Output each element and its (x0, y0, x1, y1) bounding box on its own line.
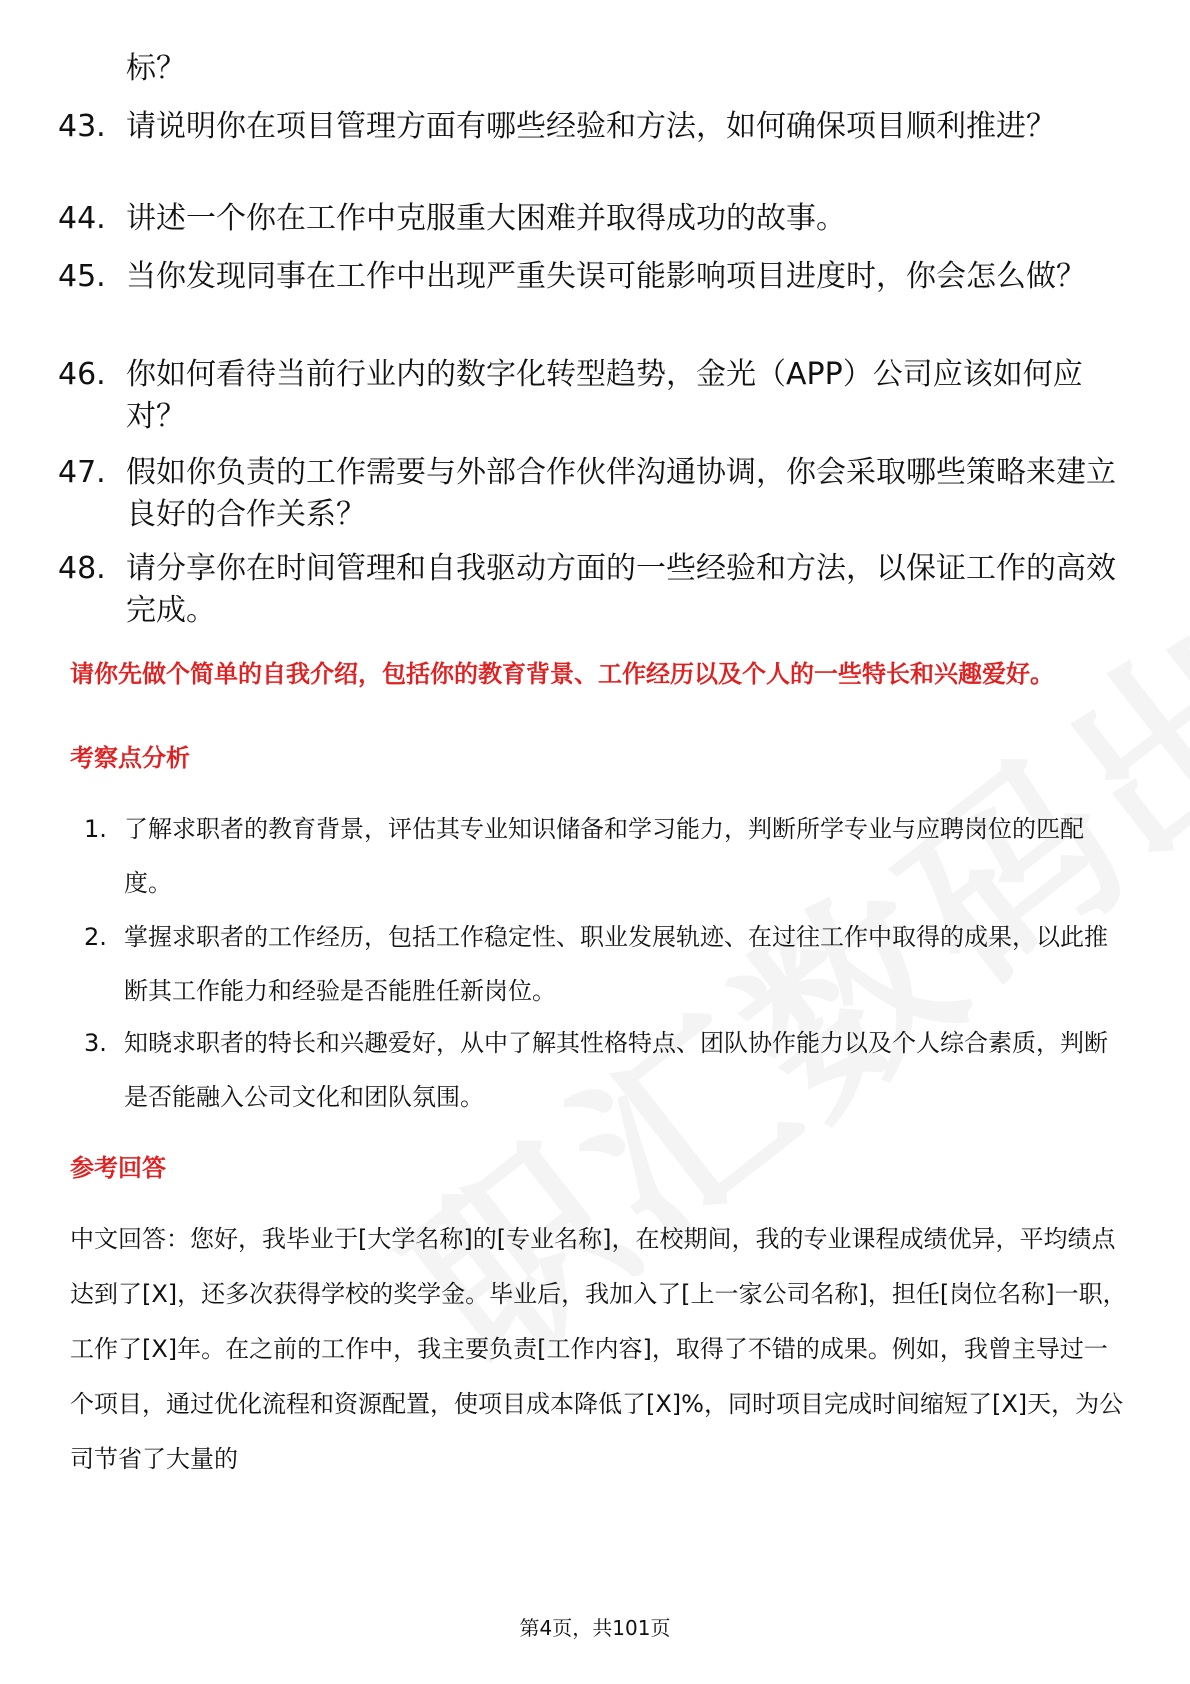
question-text: 假如你负责的工作需要与外部合作伙伴沟通协调，你会采取哪些策略来建立良好的合作关系？ (126, 455, 1116, 532)
question-heading: 请你先做个简单的自我介绍，包括你的教育背景、工作经历以及个人的一些特长和兴趣爱好。 (70, 660, 1054, 688)
question-item-46 (58, 354, 1138, 438)
analysis-text: 了解求职者的教育背景，评估其专业知识储备和学习能力，判断所学专业与应聘岗位的匹配度。 (124, 815, 1084, 897)
analysis-text: 掌握求职者的工作经历，包括工作稳定性、职业发展轨迹、在过往工作中取得的成果，以此推断其工作能力和经验是否能胜任新岗位。 (124, 923, 1108, 1005)
question-text: 当你发现同事在工作中出现严重失误可能影响项目进度时，你会怎么做？ (126, 259, 1086, 294)
analysis-text: 知晓求职者的特长和兴趣爱好，从中了解其性格特点、团队协作能力以及个人综合素质，判断是否能融入公司文化和团队氛围。 (124, 1029, 1108, 1111)
analysis-item-2 (84, 910, 1134, 1018)
analysis-number: 2. (84, 923, 107, 951)
answer-title: 参考回答 (70, 1154, 166, 1182)
question-item-43 (58, 106, 1138, 148)
analysis-number: 3. (84, 1029, 107, 1057)
analysis-item-3 (84, 1016, 1134, 1124)
question-item-48 (58, 548, 1138, 632)
question-text: 标？ (126, 51, 186, 86)
question-number: 46. (58, 357, 106, 392)
analysis-title: 考察点分析 (70, 744, 190, 772)
question-text: 请分享你在时间管理和自我驱动方面的一些经验和方法，以保证工作的高效完成。 (126, 551, 1116, 628)
analysis-item-1 (84, 802, 1134, 910)
question-number: 48. (58, 551, 106, 586)
question-text: 你如何看待当前行业内的数字化转型趋势，金光（APP）公司应该如何应对？ (126, 357, 1083, 434)
question-number: 43. (58, 109, 106, 144)
question-item-47 (58, 452, 1138, 536)
page-footer: 第4页，共101页 (519, 1616, 671, 1640)
answer-paragraph: 中文回答：您好，我毕业于[大学名称]的[专业名称]，在校期间，我的专业课程成绩优异，平均绩点达到了[X]，还多次获得学校的奖学金。毕业后，我加入了[上一家公司名称]，担任[岗位名称]一职，工作了[X]年。在之前的工作中，我主要负责[工作内容]，取得了不错的成果。例如，我曾主导过一个项目，通过优化流程和资源配置，使项目成本降低了[X]%，同时项目完成时间缩短了[X]天，为公司节省了大量的 (70, 1225, 1127, 1473)
analysis-number: 1. (84, 815, 107, 843)
question-item-45 (58, 256, 1138, 298)
question-number: 44. (58, 201, 106, 236)
question-number: 45. (58, 259, 106, 294)
question-item-44 (58, 198, 1138, 240)
question-text: 请说明你在项目管理方面有哪些经验和方法，如何确保项目顺利推进？ (126, 109, 1056, 144)
question-text: 讲述一个你在工作中克服重大困难并取得成功的故事。 (126, 201, 846, 236)
question-item-42-continued (58, 48, 1138, 90)
question-number: 47. (58, 455, 106, 490)
